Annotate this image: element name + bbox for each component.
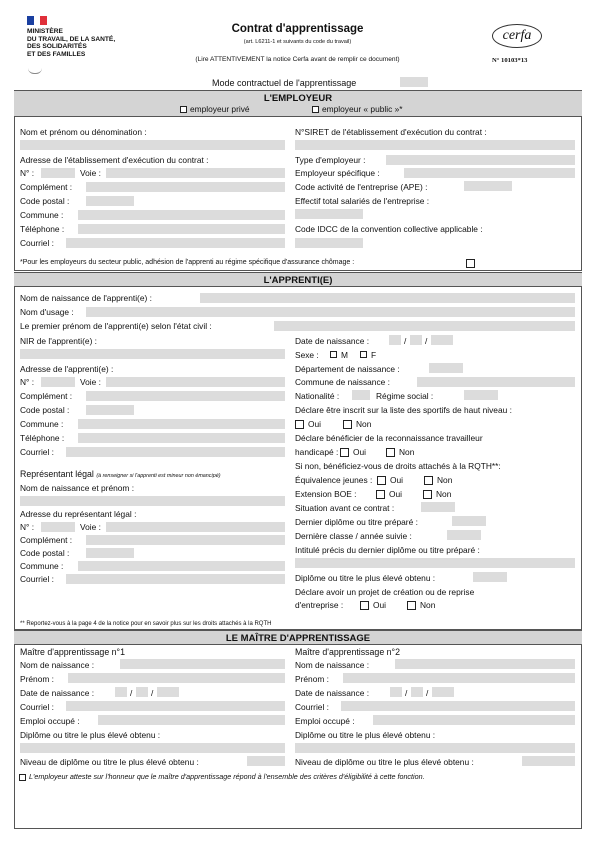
maitre2-niveau-label: Niveau de diplôme ou titre le plus élevé obtenu : (295, 757, 474, 767)
employeur-cp-label: Code postal : (20, 196, 70, 206)
apprenti-date-label: Date de naissance : (295, 336, 370, 346)
rep-complement-field[interactable] (86, 535, 285, 545)
employeur-public-note: *Pour les employeurs du secteur public, adhésion de l'apprenti au régime spécifique d'assurance chômage : (20, 259, 355, 266)
extension-oui-checkbox[interactable] (376, 490, 385, 499)
apprenti-sexe-label: Sexe : (295, 350, 319, 360)
extension-non-label: Non (436, 489, 452, 499)
employeur-commune-label: Commune : (20, 210, 64, 220)
equivalence-non-label: Non (437, 475, 453, 485)
apprenti-nationalite-label: Nationalité : (295, 391, 340, 401)
apprenti-complement-label: Complément : (20, 391, 73, 401)
maitre2-date-year[interactable] (432, 687, 454, 697)
employeur-ape-label: Code activité de l'entreprise (APE) : (295, 182, 428, 192)
apprenti-date-day[interactable] (389, 335, 401, 345)
maitre1-nom-label: Nom de naissance : (20, 660, 95, 670)
apprenti-voie-field[interactable] (106, 377, 285, 387)
rep-adresse-label: Adresse du représentant légal : (20, 509, 137, 519)
rep-cp-label: Code postal : (20, 548, 70, 558)
maitre1-courriel-field[interactable] (66, 701, 285, 711)
maitre2-niveau-field[interactable] (522, 756, 575, 766)
maitre1-nom-field[interactable] (120, 659, 285, 669)
maitre1-emploi-label: Emploi occupé : (20, 716, 80, 726)
apprenti-header: L'APPRENTI(E) (14, 272, 582, 287)
apprenti-no-label: N° : (20, 377, 35, 387)
representant-note: (à renseigner si l'apprenti est mineur non émancipé) (96, 473, 221, 479)
mode-label: Mode contractuel de l'apprentissage (212, 78, 357, 88)
mode-field[interactable] (400, 77, 428, 87)
maitre2-title: Maître d'apprentissage n°2 (295, 647, 400, 657)
sportif-non-checkbox[interactable] (343, 420, 352, 429)
employeur-no-label: N° : (20, 168, 35, 178)
maitre1-date-month[interactable] (136, 687, 148, 697)
projet-non-checkbox[interactable] (407, 601, 416, 610)
apprenti-regime-field[interactable] (464, 390, 498, 400)
sportif-oui-label: Oui (308, 419, 322, 429)
employeur-header: L'EMPLOYEUR (14, 90, 582, 117)
maitre2-prenom-field[interactable] (343, 673, 575, 683)
sexe-f-checkbox[interactable] (360, 351, 367, 358)
apprenti-commune-label: Commune : (20, 419, 64, 429)
apprenti-prenom-label: Le premier prénom de l'apprenti(e) selon l'état civil : (20, 321, 212, 331)
apprenti-cp-field[interactable] (86, 405, 134, 415)
maitre1-prenom-label: Prénom : (20, 674, 54, 684)
rep-courriel-label: Courriel : (20, 574, 54, 584)
extension-non-checkbox[interactable] (423, 490, 432, 499)
rep-no-field[interactable] (41, 522, 75, 532)
rqth-non-label: Non (399, 447, 415, 457)
maitre2-diplome-label: Diplôme ou titre le plus élevé obtenu : (295, 730, 436, 740)
employeur-no-field[interactable] (41, 168, 75, 178)
maitre2-diplome-field[interactable] (295, 743, 575, 753)
apprenti-regime-label: Régime social : (376, 391, 434, 401)
cerfa-number: N° 10103*13 (492, 57, 528, 64)
rep-voie-field[interactable] (106, 522, 285, 532)
apprenti-nom-usage-label: Nom d'usage : (20, 307, 74, 317)
apprenti-nom-usage-field[interactable] (86, 307, 575, 317)
employeur-type-field[interactable] (386, 155, 575, 165)
maitre1-niveau-label: Niveau de diplôme ou titre le plus élevé obtenu : (20, 757, 199, 767)
derniere-classe-field[interactable] (447, 530, 481, 540)
equivalence-non-checkbox[interactable] (424, 476, 433, 485)
employeur-tel-label: Téléphone : (20, 224, 65, 234)
projet-label-2: d'entreprise : (295, 600, 344, 610)
sexe-m-checkbox[interactable] (330, 351, 337, 358)
maitre2-date-day[interactable] (390, 687, 402, 697)
employeur-tel-field[interactable] (78, 224, 285, 234)
employeur-type-label: Type d'employeur : (295, 155, 366, 165)
date-sep: / (130, 688, 133, 698)
dernier-diplome-field[interactable] (452, 516, 486, 526)
maitre2-date-label: Date de naissance : (295, 688, 370, 698)
rep-nom-label: Nom de naissance et prénom : (20, 483, 135, 493)
extension-oui-label: Oui (389, 489, 403, 499)
apprenti-rqth-label: Déclare bénéficier de la reconnaissance travailleur (295, 433, 483, 443)
apprenti-departement-label: Département de naissance : (295, 364, 400, 374)
maitre1-prenom-field[interactable] (68, 673, 285, 683)
apprenti-sportif-label: Déclare être inscrit sur la liste des sportifs de haut niveau : (295, 405, 512, 415)
form-subtitle: (art. L6211-1 et suivants du code du travail) (243, 39, 352, 45)
employeur-siret-field[interactable] (295, 140, 575, 150)
form-title: Contrat d'apprentissage (231, 23, 364, 35)
representant-label: Représentant légal (à renseigner si l'apprenti est mineur non émancipé) (20, 469, 221, 479)
maitre1-emploi-field[interactable] (98, 715, 285, 725)
rqth-oui-label: Oui (353, 447, 367, 457)
apprenti-commune-naissance-field[interactable] (417, 377, 575, 387)
apprenti-departement-field[interactable] (429, 363, 463, 373)
rep-commune-label: Commune : (20, 561, 64, 571)
employeur-effectif-label: Effectif total salariés de l'entreprise : (295, 196, 430, 206)
derniere-classe-label: Dernière classe / année suivie : (295, 531, 412, 541)
maitre2-courriel-label: Courriel : (295, 702, 329, 712)
intitule-label: Intitulé précis du dernier diplôme ou titre préparé : (295, 545, 480, 555)
employeur-public-label: employeur « public »* (322, 104, 403, 114)
sexe-f-label: F (371, 350, 377, 360)
employeur-adresse-label: Adresse de l'établissement d'exécution du contrat : (20, 155, 209, 165)
employeur-prive-checkbox[interactable] (180, 106, 187, 113)
projet-oui-checkbox[interactable] (360, 601, 369, 610)
equivalence-oui-checkbox[interactable] (377, 476, 386, 485)
rep-complement-label: Complément : (20, 535, 73, 545)
extension-label: Extension BOE : (295, 489, 357, 499)
maitre2-nom-field[interactable] (395, 659, 575, 669)
maitre1-niveau-field[interactable] (247, 756, 285, 766)
maitre2-courriel-field[interactable] (341, 701, 575, 711)
employeur-complement-label: Complément : (20, 182, 73, 192)
projet-oui-label: Oui (373, 600, 387, 610)
maitre1-diplome-label: Diplôme ou titre le plus élevé obtenu : (20, 730, 161, 740)
apprenti-handicape-label: handicapé : (295, 447, 339, 457)
equivalence-label: Équivalence jeunes : (295, 475, 373, 485)
apprenti-tel-field[interactable] (78, 433, 285, 443)
projet-non-label: Non (420, 600, 436, 610)
apprenti-adresse-label: Adresse de l'apprenti(e) : (20, 364, 114, 374)
apprenti-commune-naissance-label: Commune de naissance : (295, 377, 390, 387)
employeur-commune-field[interactable] (78, 210, 285, 220)
date-sep: / (404, 336, 407, 346)
maitre-header: LE MAÎTRE D'APPRENTISSAGE (14, 630, 582, 645)
maitre2-date-month[interactable] (411, 687, 423, 697)
rep-courriel-field[interactable] (66, 574, 285, 584)
apprenti-no-field[interactable] (41, 377, 75, 387)
date-sep: / (425, 336, 428, 346)
cerfa-logo: cerfa (492, 24, 542, 48)
rqth-non-checkbox[interactable] (386, 448, 395, 457)
plus-eleve-label: Diplôme ou titre le plus élevé obtenu : (295, 573, 436, 583)
maitre2-emploi-label: Emploi occupé : (295, 716, 355, 726)
employeur-effectif-field[interactable] (295, 209, 363, 219)
apprenti-nir-label: NIR de l'apprenti(e) : (20, 336, 98, 346)
rep-voie-label: Voie : (80, 522, 101, 532)
apprenti-prenom-field[interactable] (274, 321, 575, 331)
equivalence-oui-label: Oui (390, 475, 404, 485)
rqth-footnote: ** Reportez-vous à la page 4 de la notice pour en savoir plus sur les droits attachés à la RQTH (20, 621, 272, 627)
maitre1-title: Maître d'apprentissage n°1 (20, 647, 125, 657)
rep-nom-field[interactable] (20, 496, 285, 506)
employeur-specifique-field[interactable] (404, 168, 575, 178)
apprenti-tel-label: Téléphone : (20, 433, 65, 443)
apprenti-cp-label: Code postal : (20, 405, 70, 415)
sexe-m-label: M (341, 350, 348, 360)
employeur-idcc-field[interactable] (295, 238, 363, 248)
plus-eleve-field[interactable] (473, 572, 507, 582)
employeur-ape-field[interactable] (464, 181, 512, 191)
apprenti-complement-field[interactable] (86, 391, 285, 401)
employeur-nom-field[interactable] (20, 140, 285, 150)
employeur-prive-label: employeur privé (190, 104, 250, 114)
maitre2-emploi-field[interactable] (373, 715, 575, 725)
employeur-courriel-label: Courriel : (20, 238, 54, 248)
dernier-diplome-label: Dernier diplôme ou titre préparé : (295, 517, 418, 527)
apprenti-date-year[interactable] (431, 335, 453, 345)
employeur-complement-field[interactable] (86, 182, 285, 192)
apprenti-commune-field[interactable] (78, 419, 285, 429)
employeur-siret-label: N°SIRET de l'établissement d'exécution du contrat : (295, 127, 487, 137)
atteste-label: L'employeur atteste sur l'honneur que le maître d'apprentissage répond à l'ensemble des critères d'éligibilité à cette fonction. (29, 772, 425, 781)
employeur-voie-label: Voie : (80, 168, 101, 178)
maitre2-prenom-label: Prénom : (295, 674, 329, 684)
apprenti-voie-label: Voie : (80, 377, 101, 387)
maitre1-date-year[interactable] (157, 687, 179, 697)
ministry-name: MINISTÈRE DU TRAVAIL, DE LA SANTÉ, DES SOLIDARITÉS ET DES FAMILLES (27, 28, 116, 58)
rep-commune-field[interactable] (78, 561, 285, 571)
apprenti-nir-field[interactable] (20, 349, 285, 359)
employeur-courriel-field[interactable] (66, 238, 285, 248)
rep-no-label: N° : (20, 522, 35, 532)
employeur-voie-field[interactable] (106, 168, 285, 178)
employeur-cp-field[interactable] (86, 196, 134, 206)
maitre1-date-label: Date de naissance : (20, 688, 95, 698)
date-sep: / (426, 688, 429, 698)
maitre1-diplome-field[interactable] (20, 743, 285, 753)
intitule-field[interactable] (295, 558, 575, 568)
sportif-non-label: Non (356, 419, 372, 429)
assurance-chomage-checkbox[interactable] (466, 259, 475, 268)
apprenti-courriel-label: Courriel : (20, 447, 54, 457)
situation-field[interactable] (421, 502, 455, 512)
rep-cp-field[interactable] (86, 548, 134, 558)
apprenti-date-month[interactable] (410, 335, 422, 345)
apprenti-courriel-field[interactable] (66, 447, 285, 457)
situation-label: Situation avant ce contrat : (295, 503, 395, 513)
sportif-oui-checkbox[interactable] (295, 420, 304, 429)
maitre1-date-day[interactable] (115, 687, 127, 697)
employeur-nom-label: Nom et prénom ou dénomination : (20, 127, 147, 137)
form-notice: (Lire ATTENTIVEMENT la notice Cerfa avant de remplir ce document) (195, 56, 400, 63)
apprenti-nationalite-field[interactable] (352, 390, 370, 400)
date-sep: / (405, 688, 408, 698)
employeur-idcc-label: Code IDCC de la convention collective applicable : (295, 224, 483, 234)
projet-label-1: Déclare avoir un projet de création ou de reprise (295, 587, 475, 597)
employeur-public-checkbox[interactable] (312, 106, 319, 113)
apprenti-droits-label: Si non, bénéficiez-vous de droits attachés à la RQTH**: (295, 461, 501, 471)
apprenti-nom-naissance-field[interactable] (200, 293, 575, 303)
maitre2-nom-label: Nom de naissance : (295, 660, 370, 670)
date-sep: / (151, 688, 154, 698)
rqth-oui-checkbox[interactable] (340, 448, 349, 457)
maitre1-courriel-label: Courriel : (20, 702, 54, 712)
employeur-specifique-label: Employeur spécifique : (295, 168, 380, 178)
apprenti-nom-naissance-label: Nom de naissance de l'apprenti(e) : (20, 293, 152, 303)
atteste-checkbox[interactable] (19, 774, 26, 781)
